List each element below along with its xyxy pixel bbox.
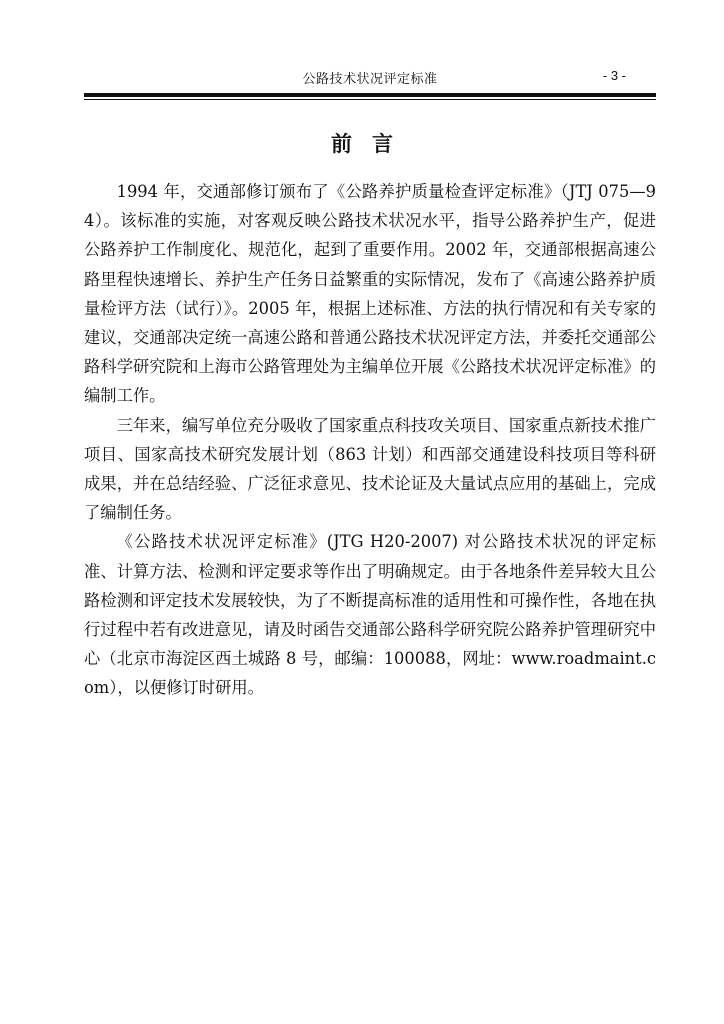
paragraph-1: 1994 年，交通部修订颁布了《公路养护质量检查评定标准》（JTJ 075—94）。该标准的实施，对客观反映公路技术状况水平，指导公路养护生产，促进公路养护工作制度化、规范化，起到了重要作用。2002 年，交通部根据高速公路里程快速增长、养护生产任务日益繁重的实际情况，发布了《高速公路养护质量检评方法（试行）》。2005 年，根据上述标准、方法的执行情况和有关专家的建议，交通部决定统一高速公路和普通公路技术状况评定方法，并委托交通部公路科学研究院和上海市公路管理处为主编单位开展《公路技术状况评定标准》的编制工作。 [84, 182, 656, 406]
header-rule-thick [84, 93, 656, 97]
section-title: 前言 [331, 132, 413, 156]
paragraph-2: 三年来，编写单位充分吸收了国家重点科技攻关项目、国家重点新技术推广项目、国家高技术研究发展计划（863 计划）和西部交通建设科技项目等科研成果，并在总结经验、广泛征求意见、技术论证及大量试点应用的基础上，完成了编制任务。 [84, 415, 656, 523]
running-header [84, 66, 656, 88]
preface-body [84, 177, 656, 703]
header-rule-thin [84, 99, 656, 100]
page-number: - 3 - [602, 68, 626, 83]
paragraph-3: 《公路技术状况评定标准》(JTG H20-2007) 对公路技术状况的评定标准、计算方法、检测和评定要求等作出了明确规定。由于各地条件差异较大且公路检测和评定技术发展较快，为了不断提高标准的适用性和可操作性，各地在执行过程中若有改进意见，请及时函告交通部公路科学研究院公路养护管理研究中心（北京市海淀区西土城路 8 号，邮编：100088，网址：www.roadmaint.com），以便修订时研用。 [84, 532, 656, 698]
header-title: 公路技术状况评定标准 [302, 72, 438, 87]
